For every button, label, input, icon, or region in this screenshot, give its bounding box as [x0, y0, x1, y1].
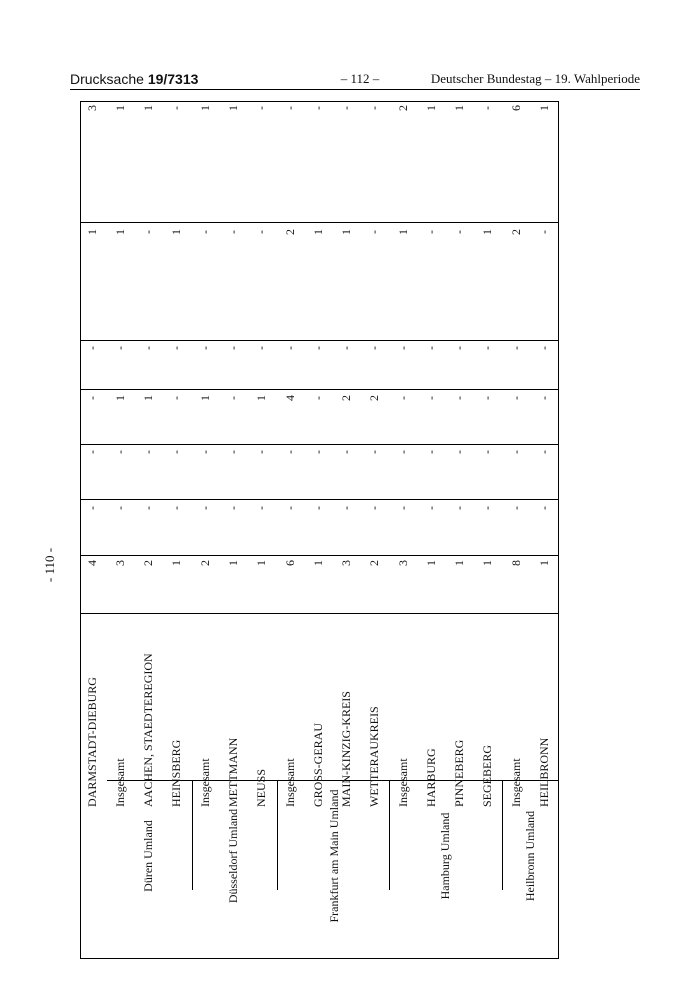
- group-label: Heilbronn Umland: [523, 810, 537, 902]
- group-label: Frankfurt am Main Umland: [327, 789, 341, 923]
- row-label: AACHEN, STAEDTEREGION: [141, 653, 155, 807]
- value-cell: 4: [283, 395, 297, 401]
- value-cell: 1: [113, 395, 127, 401]
- value-cell: -: [396, 450, 410, 454]
- row-label: HEINSBERG: [169, 739, 183, 807]
- row-label: Insgesamt: [509, 758, 523, 807]
- value-cell: -: [424, 346, 438, 350]
- value-cell: -: [85, 396, 99, 400]
- row-label: Insgesamt: [396, 758, 410, 807]
- group-separator-3: [389, 780, 390, 890]
- value-cell: -: [254, 450, 268, 454]
- value-cell: 1: [452, 105, 466, 111]
- value-cell: 1: [85, 229, 99, 235]
- row-label: NEUSS: [254, 768, 268, 807]
- group-separator-1: [192, 780, 193, 890]
- value-cell: -: [509, 506, 523, 510]
- value-cell: 1: [141, 395, 155, 401]
- value-cell: 3: [113, 560, 127, 566]
- value-cell: -: [311, 346, 325, 350]
- value-cell: -: [452, 230, 466, 234]
- value-cell: 1: [480, 229, 494, 235]
- value-cell: -: [367, 506, 381, 510]
- row-label: METTMANN: [226, 737, 240, 807]
- value-cell: -: [452, 450, 466, 454]
- value-cell: -: [85, 450, 99, 454]
- value-cell: -: [113, 346, 127, 350]
- value-cell: -: [452, 346, 466, 350]
- parliament-label: Deutscher Bundestag – 19. Wahlperiode: [430, 71, 640, 86]
- value-cell: -: [141, 230, 155, 234]
- value-cell: 1: [113, 105, 127, 111]
- side-page-number: - 110 -: [42, 547, 57, 583]
- value-cell: -: [537, 450, 551, 454]
- value-cell: -: [509, 396, 523, 400]
- row-label: HEILBRONN: [537, 737, 551, 807]
- value-cell: 1: [424, 105, 438, 111]
- value-cell: 1: [537, 560, 551, 566]
- value-cell: -: [169, 450, 183, 454]
- value-cell: 2: [396, 105, 410, 111]
- value-cell: -: [396, 346, 410, 350]
- value-cell: 1: [198, 395, 212, 401]
- value-cell: -: [339, 346, 353, 350]
- value-cell: -: [537, 396, 551, 400]
- value-cell: -: [480, 396, 494, 400]
- group-label: Düsseldorf Umland: [226, 808, 240, 904]
- value-cell: -: [141, 506, 155, 510]
- value-cell: 1: [254, 560, 268, 566]
- value-cell: -: [198, 346, 212, 350]
- value-cell: -: [367, 106, 381, 110]
- value-cell: 1: [396, 229, 410, 235]
- row-label: Insgesamt: [198, 758, 212, 807]
- value-cell: 3: [339, 560, 353, 566]
- page-number: – 112 –: [340, 71, 380, 86]
- row-label: GROSS-GERAU: [311, 722, 325, 807]
- value-cell: -: [339, 450, 353, 454]
- table-left-border: [80, 101, 81, 959]
- value-cell: -: [367, 230, 381, 234]
- value-cell: -: [452, 396, 466, 400]
- value-cell: -: [311, 106, 325, 110]
- value-cell: 1: [339, 229, 353, 235]
- value-cell: -: [509, 346, 523, 350]
- value-cell: -: [226, 230, 240, 234]
- document-number: [70, 71, 198, 87]
- value-cell: 2: [367, 395, 381, 401]
- value-cell: 1: [113, 229, 127, 235]
- group-separator-4: [502, 780, 503, 890]
- value-cell: 1: [311, 560, 325, 566]
- value-cell: -: [169, 106, 183, 110]
- value-cell: -: [311, 396, 325, 400]
- value-cell: -: [424, 450, 438, 454]
- document-number-value: 19/7313: [147, 71, 199, 87]
- value-cell: -: [283, 346, 297, 350]
- value-cell: 6: [509, 105, 523, 111]
- row-label: DARMSTADT-DIEBURG: [85, 677, 99, 807]
- value-cell: -: [424, 230, 438, 234]
- value-cell: -: [226, 346, 240, 350]
- value-cell: -: [283, 106, 297, 110]
- document-label: Drucksache: [70, 71, 144, 87]
- value-cell: -: [480, 106, 494, 110]
- value-cell: -: [85, 506, 99, 510]
- value-cell: 1: [254, 395, 268, 401]
- value-cell: -: [424, 506, 438, 510]
- value-cell: -: [424, 396, 438, 400]
- value-cell: -: [226, 396, 240, 400]
- value-cell: -: [198, 450, 212, 454]
- row-label: MAIN-KINZIG-KREIS: [339, 691, 353, 807]
- value-cell: -: [169, 506, 183, 510]
- value-cell: 1: [424, 560, 438, 566]
- value-cell: 1: [311, 229, 325, 235]
- value-cell: 2: [141, 560, 155, 566]
- value-cell: -: [339, 506, 353, 510]
- value-cell: 1: [169, 560, 183, 566]
- value-cell: -: [537, 230, 551, 234]
- value-cell: -: [396, 396, 410, 400]
- row-label: Insgesamt: [283, 758, 297, 807]
- value-cell: -: [537, 346, 551, 350]
- value-cell: -: [480, 450, 494, 454]
- value-cell: 1: [537, 105, 551, 111]
- value-cell: -: [254, 230, 268, 234]
- table-bottom-border: [80, 958, 559, 959]
- value-cell: -: [254, 346, 268, 350]
- value-cell: -: [283, 450, 297, 454]
- value-cell: -: [113, 506, 127, 510]
- value-cell: 1: [169, 229, 183, 235]
- value-cell: -: [198, 230, 212, 234]
- value-cell: -: [452, 506, 466, 510]
- value-cell: -: [509, 450, 523, 454]
- row-label: HARBURG: [424, 748, 438, 807]
- value-cell: -: [141, 346, 155, 350]
- value-cell: -: [113, 450, 127, 454]
- value-cell: 4: [85, 560, 99, 566]
- row-label: SEGEBERG: [480, 744, 494, 807]
- row-label: WETTERAUKREIS: [367, 706, 381, 807]
- value-cell: -: [141, 450, 155, 454]
- value-cell: 2: [283, 229, 297, 235]
- value-cell: -: [226, 450, 240, 454]
- value-cell: 2: [509, 229, 523, 235]
- value-cell: -: [311, 450, 325, 454]
- value-cell: -: [283, 506, 297, 510]
- value-cell: 2: [339, 395, 353, 401]
- value-cell: 1: [452, 560, 466, 566]
- value-cell: 2: [367, 560, 381, 566]
- value-cell: -: [311, 506, 325, 510]
- value-cell: -: [198, 506, 212, 510]
- value-cell: -: [480, 506, 494, 510]
- value-cell: -: [396, 506, 410, 510]
- value-cell: -: [254, 106, 268, 110]
- value-cell: 3: [396, 560, 410, 566]
- value-cell: 2: [198, 560, 212, 566]
- value-cell: -: [367, 346, 381, 350]
- value-cell: 1: [226, 105, 240, 111]
- group-separator-2: [277, 780, 278, 890]
- column-rule-1: [80, 222, 559, 223]
- value-cell: 1: [480, 560, 494, 566]
- row-label: Insgesamt: [113, 758, 127, 807]
- value-cell: 1: [226, 560, 240, 566]
- header-rule: [70, 89, 640, 90]
- group-label: Düren Umland: [141, 820, 155, 892]
- value-cell: 8: [509, 560, 523, 566]
- group-label: Hamburg Umland: [438, 812, 452, 900]
- value-cell: -: [254, 506, 268, 510]
- value-cell: 3: [85, 105, 99, 111]
- value-cell: 1: [198, 105, 212, 111]
- value-cell: -: [339, 106, 353, 110]
- value-cell: 6: [283, 560, 297, 566]
- row-label: PINNEBERG: [452, 739, 466, 807]
- value-cell: -: [226, 506, 240, 510]
- value-cell: -: [85, 346, 99, 350]
- value-cell: -: [480, 346, 494, 350]
- table-right-border: [558, 101, 559, 959]
- value-cell: -: [169, 346, 183, 350]
- value-cell: -: [367, 450, 381, 454]
- value-cell: 1: [141, 105, 155, 111]
- value-cell: -: [169, 396, 183, 400]
- value-cell: -: [537, 506, 551, 510]
